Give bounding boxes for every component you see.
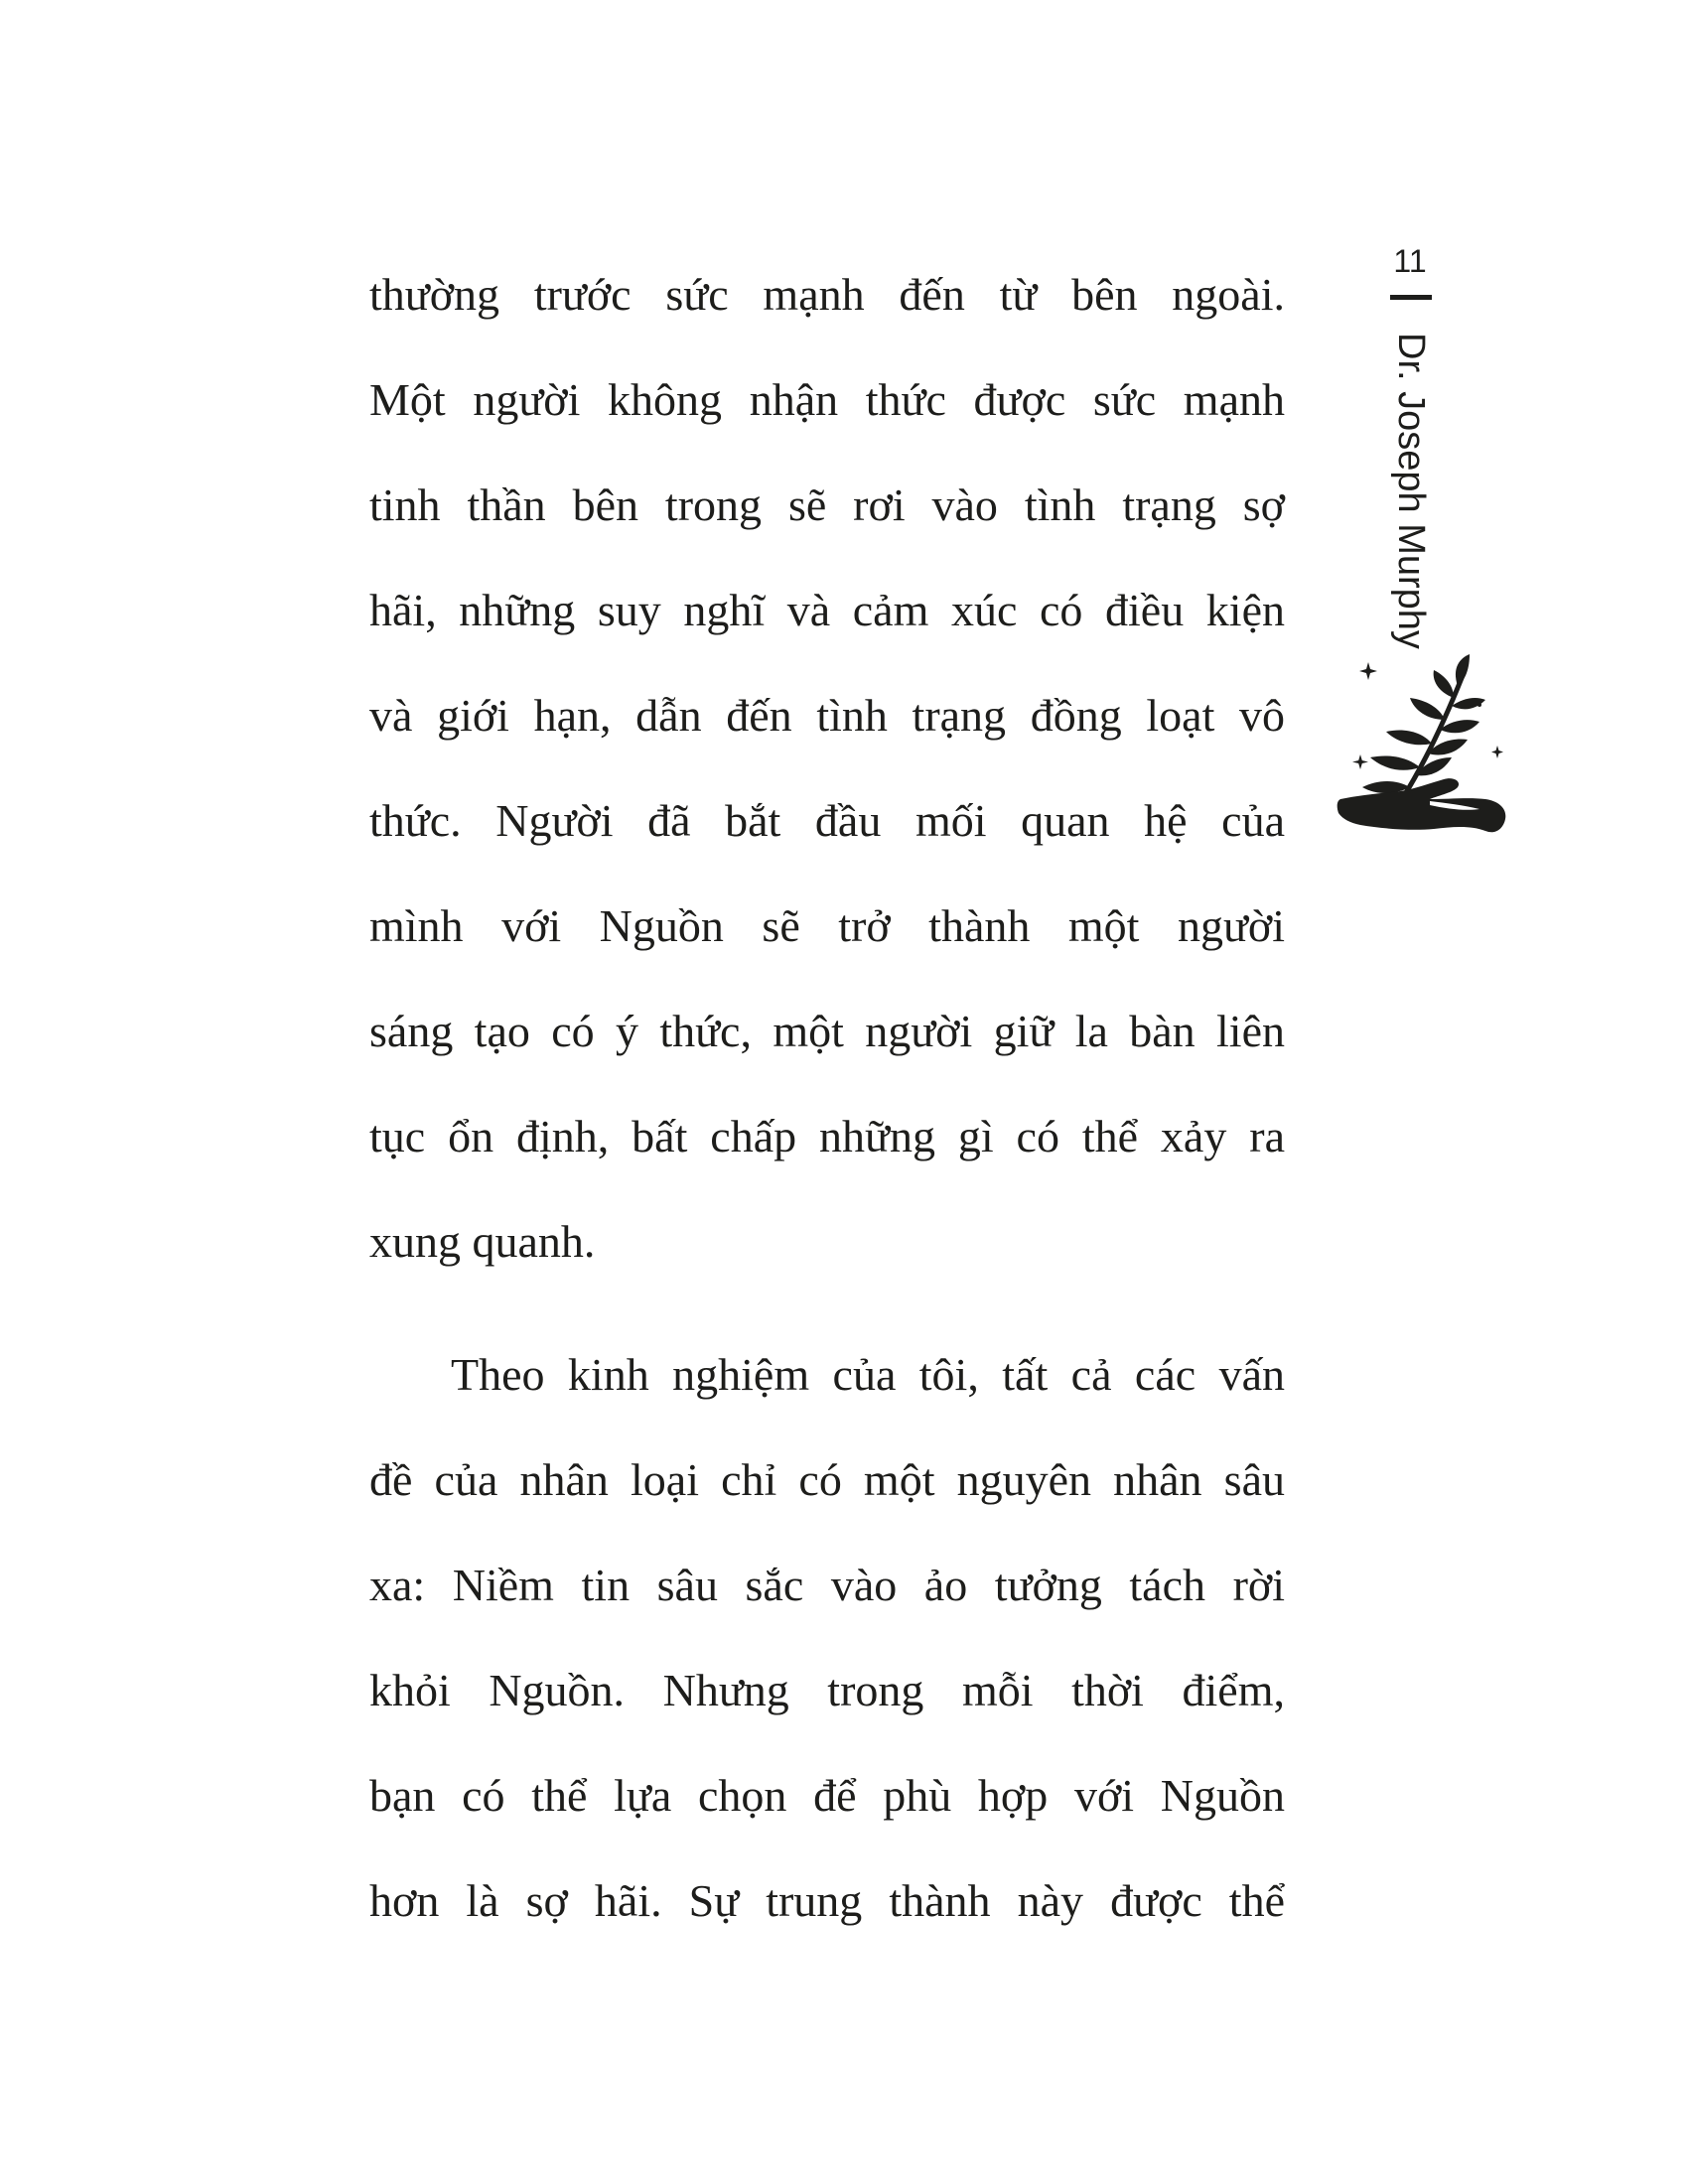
text-line: mình với Nguồn sẽ trở thành một người	[369, 900, 1285, 951]
paragraph-1	[369, 242, 1285, 1295]
text-line: Một người không nhận thức được sức mạnh	[369, 374, 1285, 425]
text-line: sáng tạo có ý thức, một người giữ la bàn liên	[369, 1006, 1285, 1056]
text-line: tinh thần bên trong sẽ rơi vào tình trạng sợ	[369, 479, 1285, 530]
text-line: xung quanh.	[369, 1216, 596, 1267]
header-rule	[1390, 295, 1432, 300]
text-line: thường trước sức mạnh đến từ bên ngoài.	[369, 269, 1285, 320]
text-line: khỏi Nguồn. Nhưng trong mỗi thời điểm,	[369, 1665, 1285, 1715]
text-line: thức. Người đã bắt đầu mối quan hệ của	[369, 795, 1285, 846]
body-text	[369, 242, 1285, 1954]
paragraph-2	[369, 1322, 1285, 1954]
text-line: Theo kinh nghiệm của tôi, tất cả các vấn	[451, 1349, 1285, 1400]
text-line: xa: Niềm tin sâu sắc vào ảo tưởng tách rời	[369, 1560, 1285, 1610]
text-line: và giới hạn, dẫn đến tình trạng đồng loạt vô	[369, 690, 1285, 741]
hand-with-leaf-branch-icon	[1331, 650, 1509, 839]
text-line: hãi, những suy nghĩ và cảm xúc có điều kiện	[369, 585, 1285, 635]
running-head-author: Dr. Joseph Murphy	[1390, 333, 1432, 649]
text-line: hơn là sợ hãi. Sự trung thành này được thể	[369, 1875, 1285, 1926]
page-number: 11	[1393, 243, 1427, 279]
text-line: đề của nhân loại chỉ có một nguyên nhân sâu	[369, 1454, 1285, 1505]
text-line: tục ổn định, bất chấp những gì có thể xảy ra	[369, 1111, 1285, 1161]
text-line: bạn có thể lựa chọn để phù hợp với Nguồn	[369, 1770, 1285, 1821]
